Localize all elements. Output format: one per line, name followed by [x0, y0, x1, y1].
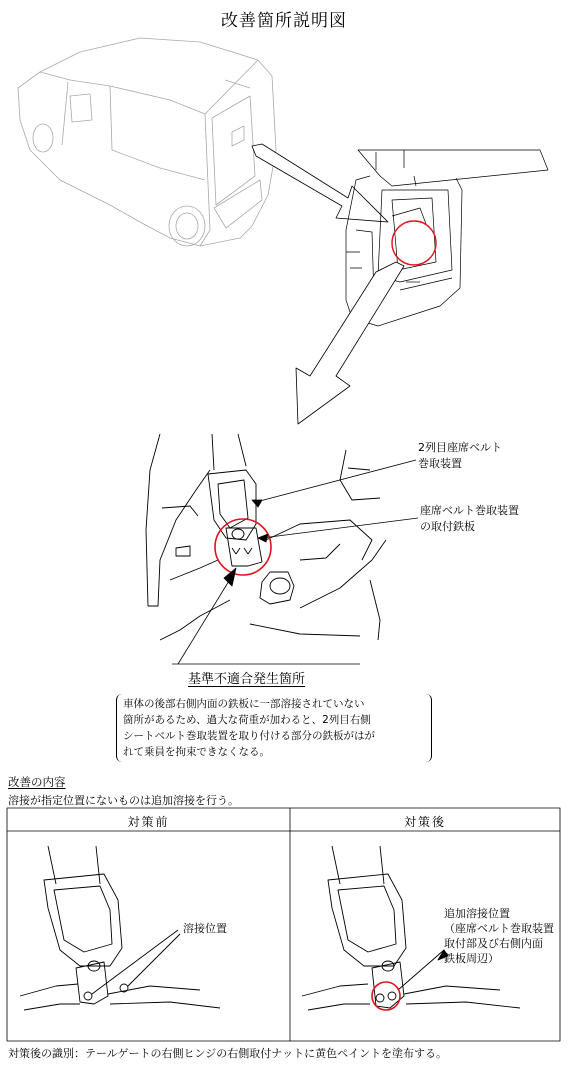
improvement-heading: 改善の内容: [8, 775, 66, 789]
callout-mount-bracket: [420, 503, 519, 535]
page-title: 改善箇所説明図: [221, 11, 347, 31]
callout-mount-bracket-line-2: の取付鉄板: [420, 520, 475, 533]
issue-description: [116, 694, 432, 762]
issue-line-2: 箇所があるため、過大な荷重が加わると、2列目右側: [123, 714, 371, 726]
improvement-text: 溶接が指定位置にないものは追加溶接を行う。: [8, 794, 239, 807]
column-header-before: 対策前: [127, 815, 170, 829]
additional-weld-label: [444, 906, 554, 966]
additional-weld-line-1: 追加溶接位置: [444, 907, 510, 920]
highlight-circle-detail: [215, 519, 271, 575]
highlight-circle-tailgate: [392, 221, 436, 265]
issue-line-4: れて乗員を拘束できなくなる。: [123, 746, 270, 758]
post-fix-identification: 対策後の識別：テールゲートの右側ヒンジの右側取付ナットに黄色ペイントを塗布する。: [8, 1047, 448, 1060]
additional-weld-line-2: （座席ベルト巻取装置: [444, 922, 554, 935]
arrow-to-tailgate: [252, 144, 388, 222]
issue-heading: 基準不適合発生箇所: [188, 672, 306, 687]
additional-weld-line-4: 鉄板周辺）: [444, 952, 499, 965]
callout-mount-bracket-line-1: 座席ベルト巻取装置: [420, 504, 519, 517]
issue-line-1: 車体の後部右側内面の鉄板に一部溶接されていない: [123, 698, 365, 710]
issue-line-3: シートベルト巻取装置を取り付ける部分の鉄板がはが: [123, 730, 375, 742]
callout-belt-retractor-line-2: 巻取装置: [418, 457, 462, 470]
weld-position-label: 溶接位置: [183, 922, 227, 935]
van-illustration: [18, 38, 276, 246]
callout-belt-retractor-line-1: 2列目座席ベルト: [418, 441, 502, 454]
additional-weld-line-3: 取付部及び右側内面: [444, 937, 543, 950]
arrow-to-detail: [296, 262, 404, 424]
callout-belt-retractor: [418, 440, 502, 472]
column-header-after: 対策後: [403, 815, 446, 829]
